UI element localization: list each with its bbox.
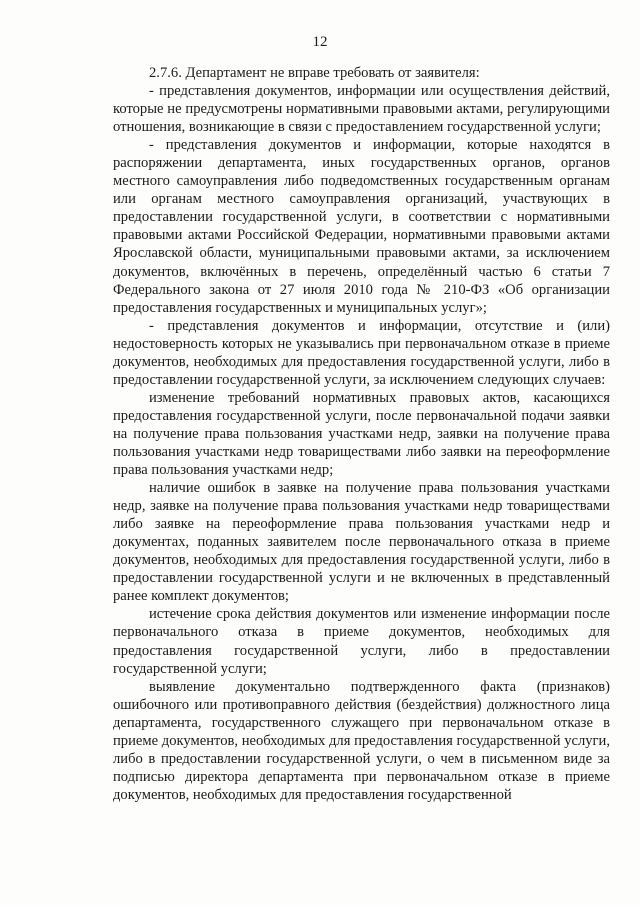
page-number: 12 — [312, 34, 328, 50]
paragraph-case-requirements-change: изменение требований нормативных правовых актов, касающихся предоставления государственной услуги, после первоначальной подачи заявки на получение права пользования участками недр, заявки на получение права пользования участками недр товариществами либо заявки на переоформление права пользования участками недр; — [113, 389, 610, 479]
paragraph-case-erroneous-action: выявление документально подтвержденного факта (признаков) ошибочного или противоправного действия (бездействия) должностного лица департамента, государственного служащего при первоначальном отказе в приеме документов, необходимых для предоставления государственной услуги, либо в предоставлении государственной услуги, о чем в письменном виде за подписью директора департамента при первоначальном отказе в приеме документов, необходимых для предоставления государственной — [113, 678, 610, 803]
document-body — [113, 64, 610, 804]
paragraph-item-documents-in-possession: - представления документов и информации, которые находятся в распоряжении департамента, иных государственных органов, органов местного самоуправления либо подведомственных государственным органам или органам местного самоуправления организаций, участвующих в предоставлении государственной услуги, в соответствии с нормативными правовыми актами Российской Федерации, нормативными правовыми актами Ярославской области, муниципальными правовыми актами, за исключением документов, включённых в перечень, определённый частью 6 статьи 7 Федерального закона от 27 июля 2010 года № 210-ФЗ «Об организации предоставления государственных и муниципальных услуг»; — [113, 137, 610, 316]
paragraph-item-documents-not-indicated: - представления документов и информации, отсутствие и (или) недостоверность которых не указывались при первоначальном отказе в приеме документов, необходимых для предоставления государственной услуги, либо в предоставлении государственной услуги, за исключением следующих случаев: — [113, 317, 610, 388]
paragraph-case-errors-in-application: наличие ошибок в заявке на получение права пользования участками недр, заявке на получение права пользования участками недр товариществами либо заявке на переоформление права пользования участками недр и документах, поданных заявителем после первоначального отказа в приеме документов, необходимых для предоставления государственной услуги, либо в предоставлении государственной услуги и не включенных в представленный ранее комплект документов; — [113, 480, 610, 605]
paragraph-2-7-6-heading: 2.7.6. Департамент не вправе требовать от заявителя: — [149, 65, 480, 81]
paragraph-item-actions: - представления документов, информации или осуществления действий, которые не предусмотрены нормативными правовыми актами, регулирующими отношения, возникающие в связи с предоставлением государственной услуги; — [113, 83, 610, 136]
paragraph-case-expiration: истечение срока действия документов или изменение информации после первоначального отказа в приеме документов, необходимых для предоставления государственной услуги, либо в предоставлении государственной услуги; — [113, 606, 610, 677]
